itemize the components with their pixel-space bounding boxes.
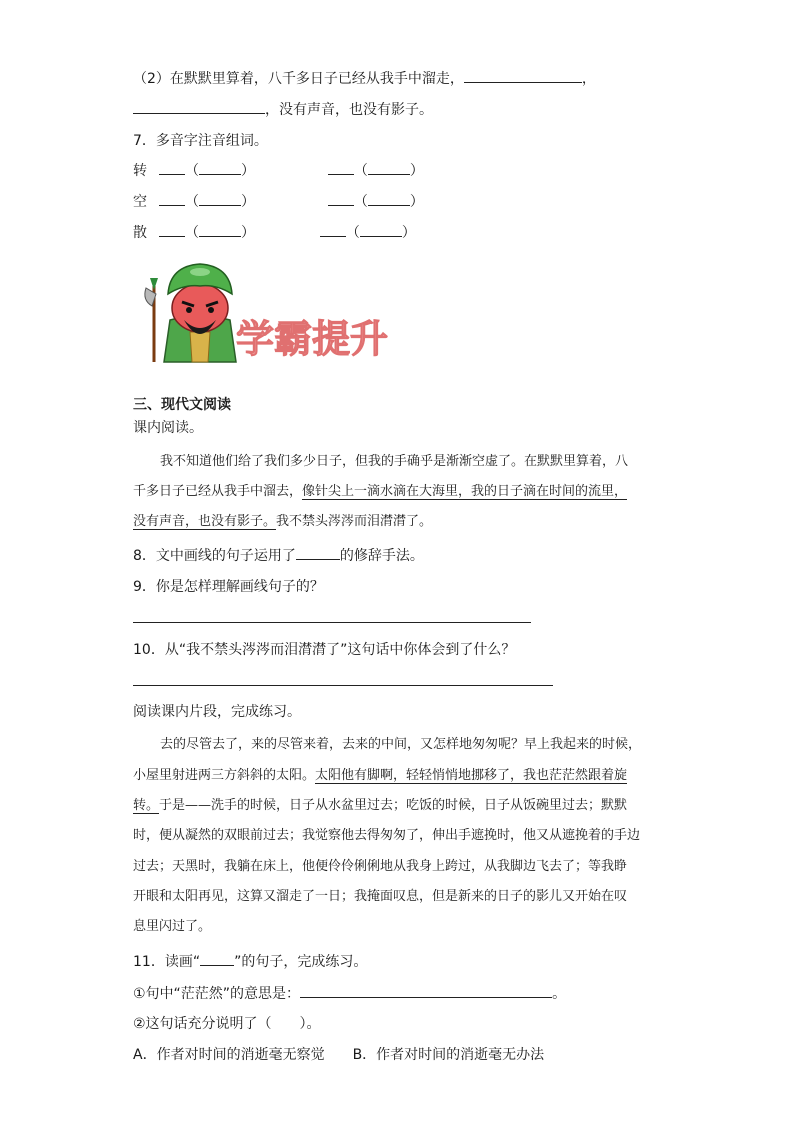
- paren-close: ）: [241, 194, 255, 210]
- q6-part2-line2: [133, 99, 433, 120]
- passage1-text: 千多日子已经从我手中溜去，: [133, 484, 303, 499]
- passage2-line2: [133, 766, 627, 786]
- q9-line: 9．你是怎样理解画线句子的？: [133, 579, 324, 595]
- option-b[interactable]: B．作者对时间的消逝毫无办法: [352, 1047, 545, 1063]
- q8-prefix: 8．文中画线的句子运用了: [133, 548, 296, 564]
- passage2-line1: 去的尽管去了，来的尽管来着，去来的中间，又怎样地匆匆呢？早上我起来的时候，: [160, 737, 642, 752]
- q11-sub1-prefix: ①句中“茫茫然”的意思是：: [133, 986, 301, 1002]
- paren-open: （: [185, 194, 199, 210]
- pinyin-blank[interactable]: [159, 191, 185, 206]
- paren-close: ）: [241, 225, 255, 241]
- q11-sub2: ②这句话充分说明了（ ）。: [133, 1016, 321, 1032]
- q6-blank-2[interactable]: [133, 99, 265, 114]
- passage2-line5: 过去；天黑时，我躺在床上，他便伶伶俐俐地从我身上跨过，从我脚边飞去了；等我睁: [133, 859, 628, 874]
- pinyin-blank[interactable]: [328, 191, 354, 206]
- passage2-line4: 时，便从凝然的双眼前过去；我觉察他去得匆匆了，伸出手遮挽时，他又从遮挽着的手边: [133, 828, 641, 843]
- paren-close: ）: [241, 163, 255, 179]
- q7-row-1: [133, 160, 424, 181]
- passage2-text: 小屋里射进两三方斜斜的太阳。: [133, 768, 316, 783]
- pinyin-blank[interactable]: [159, 222, 185, 237]
- section3-heading: 三、现代文阅读: [133, 397, 231, 413]
- word-blank[interactable]: [360, 222, 402, 237]
- section3-intro: 课内阅读。: [133, 420, 203, 436]
- q7-row-2: [133, 191, 424, 212]
- q8-blank[interactable]: [296, 545, 340, 560]
- word-blank[interactable]: [368, 191, 410, 206]
- paren-close: ）: [409, 163, 424, 179]
- q6-blank-1[interactable]: [464, 68, 582, 83]
- q6-comma: ，: [581, 71, 596, 87]
- q8-suffix: 的修辞手法。: [339, 548, 424, 564]
- passage2-underlined: 太阳他有脚啊，轻轻悄悄地挪移了，我也茫茫然跟着旋: [315, 768, 628, 783]
- pinyin-blank[interactable]: [159, 160, 185, 175]
- paren-close: ）: [409, 194, 424, 210]
- xueba-banner: [140, 258, 430, 370]
- q8-line: [133, 545, 424, 566]
- q11-underline-mark: [200, 951, 234, 966]
- passage2-line6: 开眼和太阳再见，这算又溜走了一日；我掩面叹息，但是新来的日子的影儿又开始在叹: [133, 889, 628, 904]
- option-a[interactable]: A．作者对时间的消逝毫无察觉: [133, 1047, 325, 1063]
- pinyin-blank[interactable]: [320, 222, 346, 237]
- word-blank[interactable]: [199, 160, 241, 175]
- q11-sub1: [133, 983, 566, 1004]
- q11-prefix: 11．读画“: [133, 954, 201, 970]
- word-blank[interactable]: [368, 160, 410, 175]
- passage2-line3: [133, 796, 627, 816]
- q7-char: 散: [133, 225, 147, 241]
- q7-row-3: [133, 222, 416, 243]
- passage1-line1: 我不知道他们给了我们多少日子，但我的手确乎是渐渐空虚了。在默默里算着，八: [160, 454, 629, 469]
- q7-title: 7．多音字注音组词。: [133, 133, 268, 149]
- paren-open: （: [185, 225, 199, 241]
- passage1-text: 我不禁头涔涔而泪潸潸了。: [276, 514, 433, 529]
- paren-open: （: [345, 225, 360, 241]
- q9-answer-line[interactable]: [133, 622, 531, 623]
- passage2-line7: 息里闪过了。: [133, 919, 212, 934]
- q6-part2-suffix: ，没有声音，也没有影子。: [265, 102, 433, 118]
- word-blank[interactable]: [199, 222, 241, 237]
- q7-char: 空: [133, 194, 147, 210]
- passage1-line3: [133, 512, 432, 532]
- q11-sub1-suffix: 。: [552, 986, 567, 1002]
- q11-suffix: ”的句子，完成练习。: [234, 954, 368, 970]
- guan-yu-cartoon-icon: [140, 258, 430, 370]
- word-blank[interactable]: [199, 191, 241, 206]
- q10-answer-line[interactable]: [133, 685, 553, 686]
- paren-close: ）: [401, 225, 416, 241]
- q11-title: [133, 951, 367, 972]
- paren-open: （: [353, 194, 368, 210]
- q10-line: 10．从“我不禁头涔涔而泪潸潸了”这句话中你体会到了什么？: [133, 642, 516, 658]
- passage1-underlined: 像针尖上一滴水滴在大海里，我的日子滴在时间的流里，: [302, 484, 628, 499]
- paren-open: （: [353, 163, 368, 179]
- q11-options: [133, 1045, 544, 1065]
- passage1-line2: [133, 482, 627, 502]
- banner-text: 学霸提升: [236, 317, 389, 361]
- passage2-text: 于是——洗手的时候，日子从水盆里过去；吃饭的时候，日子从饭碗里过去；默默: [159, 798, 628, 813]
- passage1-underlined: 没有声音，也没有影子。: [133, 514, 277, 529]
- q6-part2-line1: [133, 68, 596, 89]
- paren-open: （: [185, 163, 199, 179]
- q6-part2-prefix: （2）在默默里算着，八千多日子已经从我手中溜走，: [133, 71, 464, 87]
- passage2-underlined: 转。: [133, 798, 160, 813]
- pinyin-blank[interactable]: [328, 160, 354, 175]
- section3-intro2: 阅读课内片段，完成练习。: [133, 704, 301, 720]
- q11-sub1-blank[interactable]: [300, 983, 552, 998]
- q7-char: 转: [133, 163, 147, 179]
